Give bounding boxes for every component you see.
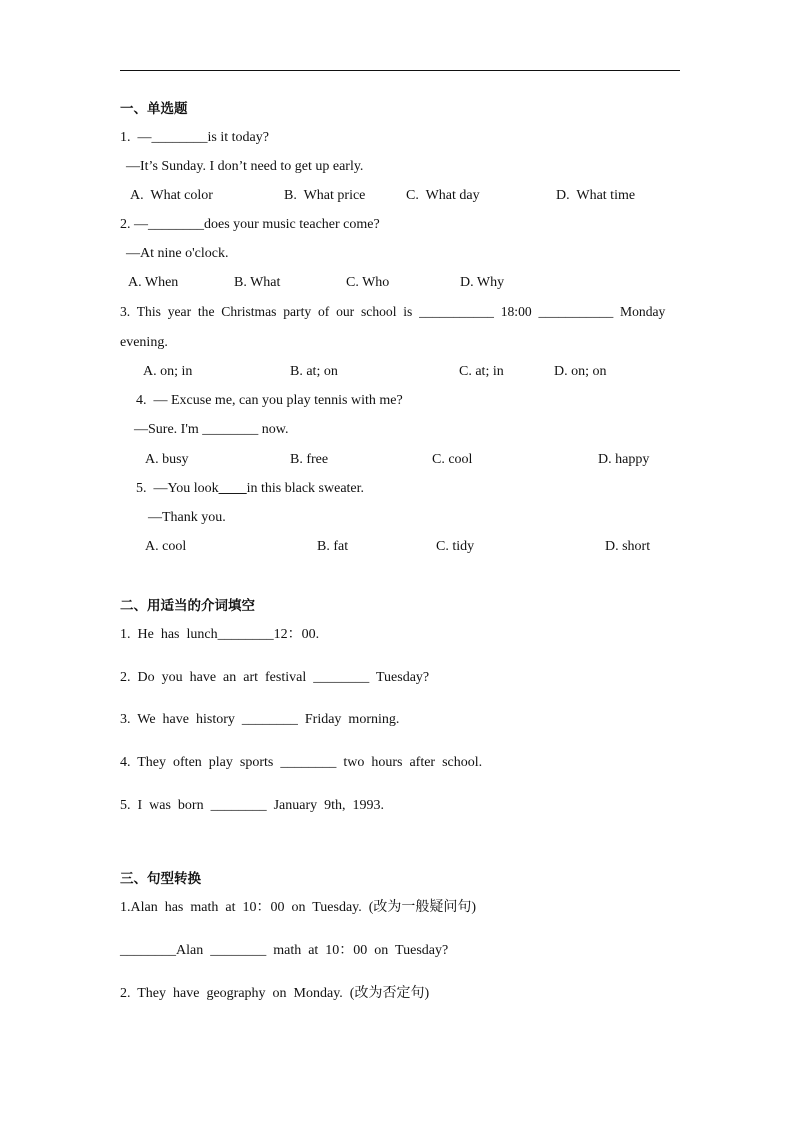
- section3-heading: 三、句型转换: [120, 871, 201, 887]
- fill-item-4: 4. They often play sports ________ two hours after school.: [120, 755, 483, 770]
- q1-number: 1. —: [120, 130, 152, 145]
- fill-item-1: 1. He has lunch________12：00.: [120, 627, 320, 642]
- q1-stem: [120, 129, 269, 147]
- q5-number: 5. —You look: [136, 481, 219, 496]
- q4-option-c: C. cool: [432, 452, 473, 467]
- q4-option-b: B. free: [290, 452, 329, 467]
- q4-stem: 4. — Excuse me, can you play tennis with me?: [136, 393, 403, 408]
- q4-option-d: D. happy: [598, 452, 650, 467]
- fill-item-2: 2. Do you have an art festival ________ Tuesday?: [120, 670, 430, 685]
- q3-stem: 3. This year the Christmas party of our school is ___________ 18:00 ___________ Monday: [120, 304, 666, 319]
- section2-heading: 二、用适当的介词填空: [120, 598, 255, 614]
- transform-answer-1: ________Alan ________ math at 10：00 on Tuesday?: [120, 943, 449, 958]
- q3-option-d: D. on; on: [554, 364, 607, 379]
- q5-option-c: C. tidy: [436, 539, 475, 554]
- q3-option-b: B. at; on: [290, 364, 338, 379]
- section1-heading: 一、单选题: [120, 101, 188, 117]
- q1-response: —It’s Sunday. I don’t need to get up early.: [126, 159, 364, 174]
- q5-blank: ____: [218, 481, 247, 496]
- q5-response: —Thank you.: [148, 510, 226, 525]
- q5-stem: [136, 480, 364, 498]
- q5-rest: in this black sweater.: [246, 481, 365, 496]
- q1-option-d: D. What time: [556, 188, 636, 203]
- q1-option-a: A. What color: [130, 188, 213, 203]
- q2-response: —At nine o'clock.: [126, 246, 229, 261]
- fill-item-3: 3. We have history ________ Friday morning.: [120, 712, 400, 727]
- q2-option-b: B. What: [234, 275, 281, 290]
- q1-option-c: C. What day: [406, 188, 480, 203]
- q1-blank: ________: [151, 130, 208, 145]
- q2-option-d: D. Why: [460, 275, 505, 290]
- q4-option-a: A. busy: [145, 452, 189, 467]
- fill-item-5: 5. I was born ________ January 9th, 1993.: [120, 798, 385, 813]
- q1-option-b: B. What price: [284, 188, 366, 203]
- transform-item-1: 1.Alan has math at 10：00 on Tuesday. (改为一般疑问句): [120, 900, 477, 915]
- q3-option-a: A. on; in: [143, 364, 193, 379]
- q3-continuation: evening.: [120, 335, 168, 350]
- q2-option-c: C. Who: [346, 275, 390, 290]
- q2-option-a: A. When: [128, 275, 179, 290]
- transform-item-2: 2. They have geography on Monday. (改为否定句): [120, 986, 430, 1001]
- q4-response: —Sure. I'm ________ now.: [134, 422, 289, 437]
- q2-stem: 2. —________does your music teacher come?: [120, 217, 380, 232]
- q3-option-c: C. at; in: [459, 364, 504, 379]
- q1-rest: is it today?: [207, 130, 269, 145]
- header-rule: [120, 70, 680, 71]
- q5-option-a: A. cool: [145, 539, 187, 554]
- q5-option-d: D. short: [605, 539, 651, 554]
- q5-option-b: B. fat: [317, 539, 349, 554]
